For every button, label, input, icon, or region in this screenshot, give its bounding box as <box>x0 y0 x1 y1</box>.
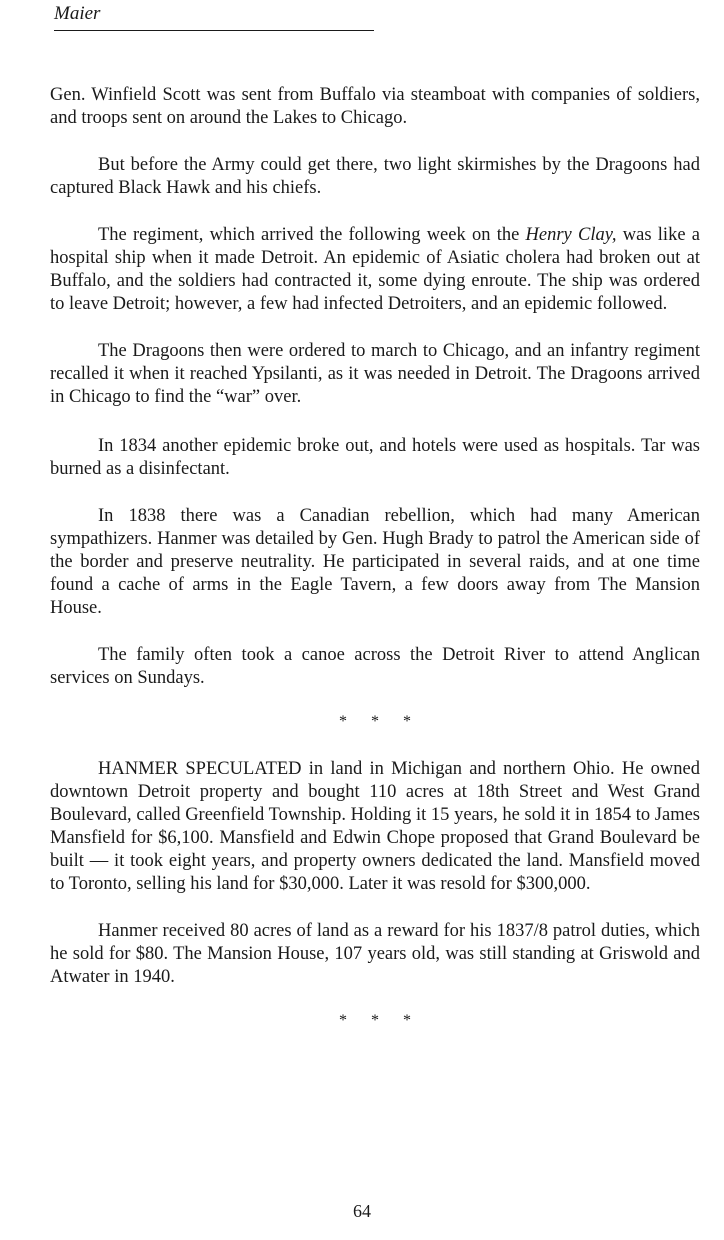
paragraph-dragoons-march: The Dragoons then were ordered to march to Chicago, and an infantry regiment recalled it when it reached Ypsilanti, as it was needed in Detroit. The Dragoons arrived in Chicago to find the “war” over. <box>50 341 700 407</box>
body-text <box>50 84 700 1057</box>
paragraph-scott: Gen. Winfield Scott was sent from Buffalo via steamboat with companies of soldiers, and troops sent on around the Lakes to Chicago. <box>50 85 700 128</box>
paragraph-1834-epidemic: In 1834 another epidemic broke out, and hotels were used as hospitals. Tar was burned as a disinfectant. <box>50 436 700 479</box>
paragraph-regiment-text-end: was like a hospital ship when it made Detroit. An epidemic of Asiatic cholera had broken out at Buffalo, and the soldiers had contracted it, some dying enroute. The ship was ordered to leave Detroit; however, a few had infected Detroiters, and an epidemic followed. <box>50 225 700 314</box>
section-separator-end: * * * <box>339 1012 421 1029</box>
paragraph-dragoons-capture: But before the Army could get there, two light skirmishes by the Dragoons had captured Black Hawk and his chiefs. <box>50 155 700 198</box>
paragraph-regiment-text-start: The regiment, which arrived the following week on the <box>98 225 526 245</box>
section-separator: * * * <box>339 713 421 730</box>
paragraph-1838-rebellion: In 1838 there was a Canadian rebellion, which had many American sympathizers. Hanmer was detailed by Gen. Hugh Brady to patrol the American side of the border and preserve neutrality. He participated in several raids, and at one time found a cache of arms in the Eagle Tavern, a few doors away from The Mansion House. <box>50 506 700 618</box>
ship-name: Henry Clay, <box>525 225 617 245</box>
paragraph-land-reward: Hanmer received 80 acres of land as a reward for his 1837/8 patrol duties, which he sold for $80. The Mansion House, 107 years old, was still standing at Griswold and Atwater in 1940. <box>50 921 700 987</box>
paragraph-regiment-cholera <box>50 224 700 316</box>
paragraph-land-speculation: HANMER SPECULATED in land in Michigan and northern Ohio. He owned downtown Detroit property and bought 110 acres at 18th Street and West Grand Boulevard, called Greenfield Township. Holding it 15 years, he sold it in 1854 to James Mansfield for $6,100. Mansfield and Edwin Chope proposed that Grand Boulevard be built — it took eight years, and property owners dedicated the land. Mansfield moved to Toronto, selling his land for $30,000. Later it was resold for $300,000. <box>50 759 700 894</box>
paragraph-canoe: The family often took a canoe across the Detroit River to attend Anglican services on Sundays. <box>50 645 700 688</box>
page-number: 64 <box>353 1201 371 1221</box>
running-head: Maier <box>54 2 374 31</box>
